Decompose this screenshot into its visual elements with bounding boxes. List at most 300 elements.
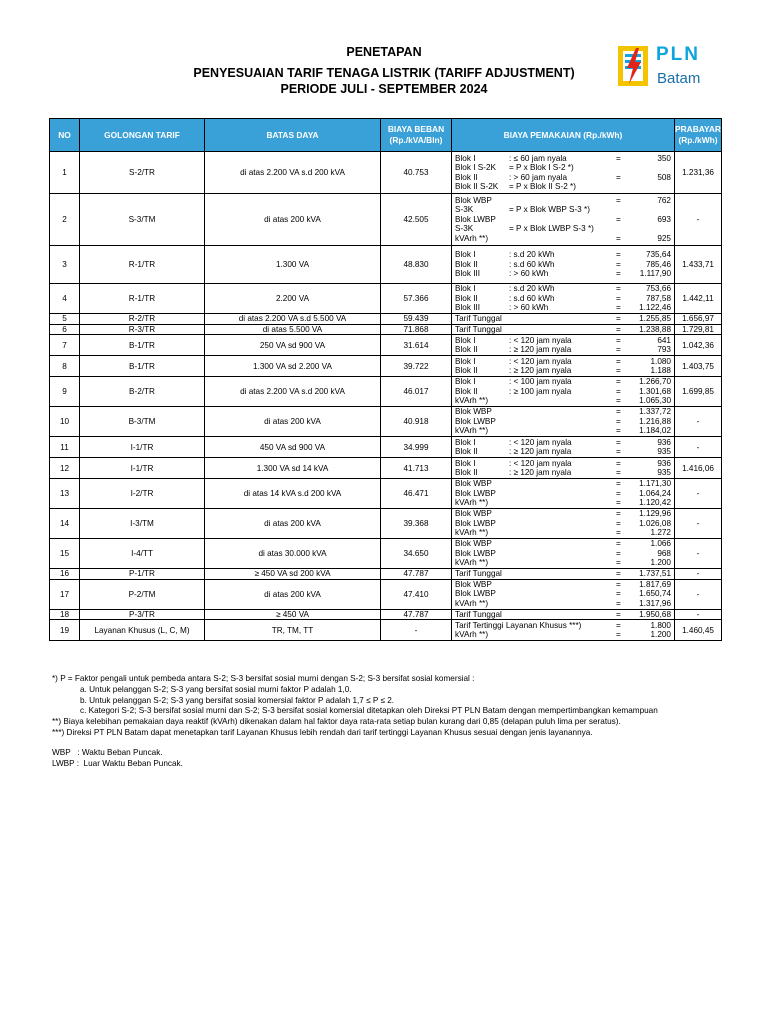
cell-no: 9 bbox=[50, 377, 80, 407]
cell-biaya-pemakaian bbox=[452, 377, 675, 407]
equals-sign: = bbox=[616, 569, 621, 578]
equals-sign: = bbox=[616, 479, 621, 489]
cell-golongan: I-1/TR bbox=[80, 458, 205, 479]
block-label: Blok LWBP bbox=[455, 214, 496, 224]
pemakaian-line bbox=[452, 303, 674, 313]
block-label: S-3K bbox=[455, 205, 474, 215]
equals-sign: = bbox=[616, 518, 621, 528]
block-rate: 968 bbox=[657, 548, 671, 558]
table-row bbox=[50, 579, 722, 609]
document-title: PENETAPAN bbox=[346, 45, 422, 59]
pln-logo bbox=[616, 42, 716, 94]
block-label: S-3K bbox=[455, 224, 474, 234]
cell-biaya-beban: 34.999 bbox=[381, 437, 452, 458]
col-header-golongan: GOLONGAN TARIF bbox=[80, 119, 205, 152]
footnote-line: **) Biaya kelebihan pemakaian daya reaktif (kVArh) dikenakan dalam hal faktor daya rata-rata setiap bulan kurang dari 0,85 (delapan puluh lima per seratus). bbox=[52, 717, 621, 727]
cell-biaya-pemakaian bbox=[452, 152, 675, 194]
block-rate: 1.737,51 bbox=[639, 569, 671, 578]
block-label: Blok I bbox=[455, 458, 476, 468]
pemakaian-line bbox=[452, 163, 674, 173]
block-label: Blok I bbox=[455, 335, 476, 345]
cell-golongan: S-3/TM bbox=[80, 194, 205, 246]
block-rate: 350 bbox=[657, 153, 671, 163]
footnotes bbox=[52, 674, 658, 739]
cell-batas-daya: 2.200 VA bbox=[205, 284, 381, 314]
block-label: Blok WBP bbox=[455, 195, 492, 205]
tariff-body bbox=[50, 152, 722, 641]
tariff-table bbox=[49, 118, 722, 641]
document-subtitle: PENYESUAIAN TARIF TENAGA LISTRIK (TARIFF ADJUSTMENT) bbox=[193, 66, 575, 80]
block-label: kVArh **) bbox=[455, 396, 489, 406]
block-rate: 935 bbox=[657, 468, 671, 477]
pemakaian-line bbox=[452, 366, 674, 376]
block-label: Blok II bbox=[455, 293, 478, 303]
cell-biaya-pemakaian bbox=[452, 194, 675, 246]
table-row bbox=[50, 152, 722, 194]
cell-no: 12 bbox=[50, 458, 80, 479]
legend-line: LWBP : Luar Waktu Beban Puncak. bbox=[52, 758, 183, 768]
pemakaian-line bbox=[452, 519, 674, 529]
cell-biaya-pemakaian bbox=[452, 569, 675, 580]
block-condition: : ≥ 120 jam nyala bbox=[509, 345, 572, 354]
col-header-beban: BIAYA BEBAN (Rp./kVA/Bln) bbox=[381, 119, 452, 152]
block-label: kVArh **) bbox=[455, 630, 489, 639]
block-label: Blok I S-2K bbox=[455, 163, 496, 172]
table-row bbox=[50, 335, 722, 356]
pemakaian-line bbox=[452, 630, 674, 640]
block-rate: 936 bbox=[657, 458, 671, 468]
equals-sign: = bbox=[616, 458, 621, 468]
equals-sign: = bbox=[616, 498, 621, 508]
footnote-line: b. Untuk pelanggan S-2; S-3 yang bersifat sosial komersial faktor P adalah 1,7 ≤ P ≤ 2. bbox=[80, 695, 395, 705]
equals-sign: = bbox=[616, 259, 621, 269]
block-rate: 1.216,88 bbox=[639, 416, 671, 426]
block-rate: 936 bbox=[657, 437, 671, 447]
block-rate: 1.272 bbox=[650, 528, 671, 538]
equals-sign: = bbox=[616, 426, 621, 436]
cell-golongan: R-2/TR bbox=[80, 314, 205, 325]
block-rate: 1.122,46 bbox=[639, 303, 671, 313]
equals-sign: = bbox=[616, 335, 621, 345]
equals-sign: = bbox=[616, 468, 621, 477]
block-label: kVArh **) bbox=[455, 498, 489, 508]
block-rate: 1.188 bbox=[650, 366, 671, 375]
pemakaian-line bbox=[452, 182, 674, 192]
pemakaian-line bbox=[452, 173, 674, 183]
cell-batas-daya: TR, TM, TT bbox=[205, 620, 381, 641]
pemakaian-line bbox=[452, 196, 674, 206]
cell-biaya-pemakaian bbox=[452, 437, 675, 458]
cell-biaya-pemakaian bbox=[452, 609, 675, 620]
pemakaian-line bbox=[452, 426, 674, 436]
cell-golongan: R-3/TR bbox=[80, 324, 205, 335]
block-condition: = P x Blok II S-2 *) bbox=[509, 182, 576, 191]
cell-biaya-pemakaian bbox=[452, 509, 675, 539]
block-label: Blok LWBP bbox=[455, 416, 496, 426]
block-rate: 693 bbox=[657, 214, 671, 224]
col-header-batas: BATAS DAYA bbox=[205, 119, 381, 152]
block-label: Blok II bbox=[455, 172, 478, 182]
cell-golongan: B-2/TR bbox=[80, 377, 205, 407]
cell-batas-daya: 1.300 VA sd 2.200 VA bbox=[205, 356, 381, 377]
pemakaian-line bbox=[452, 325, 674, 335]
cell-prabayar: - bbox=[675, 509, 722, 539]
block-label: Tarif Tunggal bbox=[455, 314, 502, 323]
equals-sign: = bbox=[616, 416, 621, 426]
block-rate: 1.950,68 bbox=[639, 609, 671, 619]
equals-sign: = bbox=[616, 528, 621, 538]
cell-prabayar: 1.656,97 bbox=[675, 314, 722, 325]
block-label: Blok II bbox=[455, 447, 478, 456]
pemakaian-line bbox=[452, 284, 674, 294]
equals-sign: = bbox=[616, 589, 621, 599]
document-period: PERIODE JULI - SEPTEMBER 2024 bbox=[280, 82, 488, 96]
equals-sign: = bbox=[616, 324, 621, 334]
cell-golongan: I-4/TT bbox=[80, 539, 205, 569]
pemakaian-line bbox=[452, 205, 674, 215]
block-condition: : ≥ 120 jam nyala bbox=[509, 468, 572, 477]
cell-batas-daya: 1.300 VA sd 14 kVA bbox=[205, 458, 381, 479]
cell-no: 1 bbox=[50, 152, 80, 194]
cell-prabayar: 1.699,85 bbox=[675, 377, 722, 407]
block-rate: 1.817,69 bbox=[639, 579, 671, 589]
equals-sign: = bbox=[616, 377, 621, 387]
block-label: Blok LWBP bbox=[455, 548, 496, 558]
pemakaian-line bbox=[452, 580, 674, 590]
cell-biaya-beban: 34.650 bbox=[381, 539, 452, 569]
block-label: Blok LWBP bbox=[455, 589, 496, 599]
block-condition: : < 120 jam nyala bbox=[509, 458, 572, 468]
legend bbox=[52, 748, 183, 770]
cell-no: 7 bbox=[50, 335, 80, 356]
cell-batas-daya: di atas 30.000 kVA bbox=[205, 539, 381, 569]
pemakaian-line bbox=[452, 558, 674, 568]
pemakaian-line bbox=[452, 336, 674, 346]
block-rate: 1.184,02 bbox=[639, 426, 671, 436]
cell-biaya-pemakaian bbox=[452, 458, 675, 479]
cell-biaya-pemakaian bbox=[452, 335, 675, 356]
cell-batas-daya: di atas 200 kVA bbox=[205, 407, 381, 437]
block-label: Blok II bbox=[455, 259, 478, 269]
cell-no: 3 bbox=[50, 246, 80, 284]
pemakaian-line bbox=[452, 215, 674, 225]
cell-biaya-beban: 71.868 bbox=[381, 324, 452, 335]
block-label: Blok III bbox=[455, 303, 481, 313]
cell-biaya-beban: 48.830 bbox=[381, 246, 452, 284]
col-header-no: NO bbox=[50, 119, 80, 152]
cell-no: 14 bbox=[50, 509, 80, 539]
block-label: Blok I bbox=[455, 356, 476, 366]
block-rate: 1.317,96 bbox=[639, 598, 671, 608]
cell-biaya-pemakaian bbox=[452, 620, 675, 641]
block-label: Blok II bbox=[455, 345, 478, 354]
cell-no: 18 bbox=[50, 609, 80, 620]
cell-prabayar: - bbox=[675, 539, 722, 569]
table-row bbox=[50, 437, 722, 458]
block-rate: 1.129,96 bbox=[639, 509, 671, 519]
block-condition: : ≥ 120 jam nyala bbox=[509, 447, 572, 456]
cell-no: 10 bbox=[50, 407, 80, 437]
cell-golongan: B-1/TR bbox=[80, 335, 205, 356]
cell-biaya-pemakaian bbox=[452, 539, 675, 569]
equals-sign: = bbox=[616, 293, 621, 303]
pemakaian-line bbox=[452, 610, 674, 620]
cell-no: 15 bbox=[50, 539, 80, 569]
pemakaian-line bbox=[452, 294, 674, 304]
cell-biaya-pemakaian bbox=[452, 314, 675, 325]
equals-sign: = bbox=[616, 598, 621, 608]
col-header-prabayar: PRABAYAR (Rp./kWh) bbox=[675, 119, 722, 152]
pemakaian-line bbox=[452, 345, 674, 355]
block-label: Blok WBP bbox=[455, 579, 492, 589]
block-label: Tarif Tertinggi Layanan Khusus ***) bbox=[455, 620, 582, 630]
block-condition: = P x Blok LWBP S-3 *) bbox=[509, 224, 594, 234]
equals-sign: = bbox=[616, 509, 621, 519]
pemakaian-line bbox=[452, 417, 674, 427]
block-label: kVArh **) bbox=[455, 528, 489, 538]
table-row bbox=[50, 539, 722, 569]
block-rate: 925 bbox=[657, 233, 671, 243]
block-rate: 1.337,72 bbox=[639, 407, 671, 417]
cell-batas-daya: 450 VA sd 900 VA bbox=[205, 437, 381, 458]
equals-sign: = bbox=[616, 386, 621, 396]
block-label: Blok WBP bbox=[455, 479, 492, 489]
pemakaian-line bbox=[452, 447, 674, 457]
equals-sign: = bbox=[616, 195, 621, 205]
table-header-row bbox=[50, 119, 722, 152]
pemakaian-line bbox=[452, 387, 674, 397]
pemakaian-line bbox=[452, 549, 674, 559]
block-condition: : > 60 kWh bbox=[509, 303, 549, 313]
block-rate: 1.301,68 bbox=[639, 386, 671, 396]
block-rate: 1.026,08 bbox=[639, 518, 671, 528]
equals-sign: = bbox=[616, 548, 621, 558]
pemakaian-line bbox=[452, 479, 674, 489]
block-label: Blok II S-2K bbox=[455, 182, 499, 191]
cell-batas-daya: ≥ 450 VA bbox=[205, 609, 381, 620]
pemakaian-line bbox=[452, 528, 674, 538]
cell-biaya-pemakaian bbox=[452, 479, 675, 509]
cell-biaya-pemakaian bbox=[452, 284, 675, 314]
block-label: Blok II bbox=[455, 386, 478, 396]
equals-sign: = bbox=[616, 579, 621, 589]
logo-sub: Batam bbox=[657, 70, 701, 87]
cell-no: 13 bbox=[50, 479, 80, 509]
cell-prabayar: 1.403,75 bbox=[675, 356, 722, 377]
block-label: Blok LWBP bbox=[455, 488, 496, 498]
cell-prabayar: - bbox=[675, 609, 722, 620]
table-row bbox=[50, 479, 722, 509]
cell-prabayar: - bbox=[675, 437, 722, 458]
cell-prabayar: 1.433,71 bbox=[675, 246, 722, 284]
block-label: Tarif Tunggal bbox=[455, 609, 502, 619]
cell-golongan: P-1/TR bbox=[80, 569, 205, 580]
cell-biaya-pemakaian bbox=[452, 246, 675, 284]
equals-sign: = bbox=[616, 539, 621, 549]
block-condition: : ≤ 60 jam nyala bbox=[509, 153, 567, 163]
block-label: Blok II bbox=[455, 366, 478, 375]
equals-sign: = bbox=[616, 284, 621, 294]
cell-biaya-beban: 47.410 bbox=[381, 579, 452, 609]
cell-prabayar: 1.042,36 bbox=[675, 335, 722, 356]
equals-sign: = bbox=[616, 356, 621, 366]
pemakaian-line bbox=[452, 357, 674, 367]
pemakaian-line bbox=[452, 250, 674, 260]
pemakaian-line bbox=[452, 498, 674, 508]
block-label: Blok WBP bbox=[455, 407, 492, 417]
block-condition: : < 100 jam nyala bbox=[509, 377, 572, 387]
cell-no: 19 bbox=[50, 620, 80, 641]
cell-prabayar: - bbox=[675, 407, 722, 437]
cell-golongan: I-3/TM bbox=[80, 509, 205, 539]
pemakaian-line bbox=[452, 314, 674, 324]
table-row bbox=[50, 509, 722, 539]
block-condition: : < 120 jam nyala bbox=[509, 437, 572, 447]
equals-sign: = bbox=[616, 407, 621, 417]
legend-line: WBP : Waktu Beban Puncak. bbox=[52, 748, 163, 757]
cell-batas-daya: di atas 200 kVA bbox=[205, 509, 381, 539]
block-rate: 935 bbox=[657, 447, 671, 456]
block-label: Blok III bbox=[455, 269, 481, 279]
block-label: Blok WBP bbox=[455, 509, 492, 519]
block-rate: 508 bbox=[657, 172, 671, 182]
pemakaian-line bbox=[452, 377, 674, 387]
cell-no: 6 bbox=[50, 324, 80, 335]
cell-biaya-beban: 39.722 bbox=[381, 356, 452, 377]
cell-batas-daya: di atas 200 kVA bbox=[205, 579, 381, 609]
cell-golongan: P-2/TM bbox=[80, 579, 205, 609]
block-rate: 787,58 bbox=[645, 293, 671, 303]
pemakaian-line bbox=[452, 599, 674, 609]
equals-sign: = bbox=[616, 558, 621, 568]
cell-prabayar: - bbox=[675, 479, 722, 509]
block-condition: : < 120 jam nyala bbox=[509, 335, 572, 345]
block-label: Blok I bbox=[455, 377, 476, 387]
cell-biaya-beban: - bbox=[381, 620, 452, 641]
cell-prabayar: 1.442,11 bbox=[675, 284, 722, 314]
equals-sign: = bbox=[616, 303, 621, 313]
cell-batas-daya: 250 VA sd 900 VA bbox=[205, 335, 381, 356]
equals-sign: = bbox=[616, 396, 621, 406]
cell-biaya-beban: 40.753 bbox=[381, 152, 452, 194]
cell-prabayar: 1.231,36 bbox=[675, 152, 722, 194]
block-condition: : s.d 60 kWh bbox=[509, 293, 555, 303]
cell-golongan: I-1/TR bbox=[80, 437, 205, 458]
cell-batas-daya: di atas 2.200 VA s.d 5.500 VA bbox=[205, 314, 381, 325]
cell-prabayar: - bbox=[675, 194, 722, 246]
lightning-bolt-logo-icon bbox=[616, 42, 652, 90]
cell-biaya-beban: 47.787 bbox=[381, 569, 452, 580]
pemakaian-line bbox=[452, 396, 674, 406]
pemakaian-line bbox=[452, 569, 674, 579]
equals-sign: = bbox=[616, 609, 621, 619]
pemakaian-line bbox=[452, 509, 674, 519]
equals-sign: = bbox=[616, 345, 621, 354]
block-condition: : s.d 60 kWh bbox=[509, 259, 555, 269]
equals-sign: = bbox=[616, 214, 621, 224]
block-rate: 1.064,24 bbox=[639, 488, 671, 498]
cell-no: 11 bbox=[50, 437, 80, 458]
block-label: Blok I bbox=[455, 250, 476, 260]
pemakaian-line bbox=[452, 260, 674, 270]
block-condition: : s.d 20 kWh bbox=[509, 284, 555, 294]
cell-batas-daya: di atas 5.500 VA bbox=[205, 324, 381, 335]
table-row bbox=[50, 284, 722, 314]
block-condition: : s.d 20 kWh bbox=[509, 250, 555, 260]
cell-biaya-beban: 47.787 bbox=[381, 609, 452, 620]
cell-biaya-beban: 57.366 bbox=[381, 284, 452, 314]
table-row bbox=[50, 569, 722, 580]
cell-golongan: B-3/TM bbox=[80, 407, 205, 437]
block-label: Tarif Tunggal bbox=[455, 324, 502, 334]
block-rate: 1.266,70 bbox=[639, 377, 671, 387]
block-label: Blok I bbox=[455, 437, 476, 447]
block-rate: 753,66 bbox=[645, 284, 671, 294]
block-label: kVArh **) bbox=[455, 598, 489, 608]
block-label: Tarif Tunggal bbox=[455, 569, 502, 578]
cell-biaya-pemakaian bbox=[452, 356, 675, 377]
pemakaian-line bbox=[452, 269, 674, 279]
table-row bbox=[50, 620, 722, 641]
table-row bbox=[50, 194, 722, 246]
block-rate: 1.066 bbox=[650, 539, 671, 549]
footnote-line: c. Kategori S-2; S-3 bersifat sosial murni dan S-2; S-3 bersifat sosial komersial ditetapkan oleh Direksi PT PLN Batam dengan mempertimbangkan kemampuan bbox=[80, 706, 658, 716]
cell-biaya-beban: 31.614 bbox=[381, 335, 452, 356]
cell-prabayar: 1.416,06 bbox=[675, 458, 722, 479]
cell-no: 17 bbox=[50, 579, 80, 609]
cell-no: 5 bbox=[50, 314, 80, 325]
equals-sign: = bbox=[616, 153, 621, 163]
cell-no: 2 bbox=[50, 194, 80, 246]
cell-biaya-beban: 39.368 bbox=[381, 509, 452, 539]
block-rate: 1.650,74 bbox=[639, 589, 671, 599]
equals-sign: = bbox=[616, 172, 621, 182]
block-rate: 1.171,30 bbox=[639, 479, 671, 489]
pemakaian-line bbox=[452, 224, 674, 234]
equals-sign: = bbox=[616, 447, 621, 456]
footnote-line: ***) Direksi PT PLN Batam dapat menetapkan tarif Layanan Khusus lebih rendah dari tarif tertinggi Layanan Khusus sesuai dengan jenis layanannya. bbox=[52, 727, 593, 737]
cell-prabayar: 1.729,81 bbox=[675, 324, 722, 335]
block-condition: : ≥ 120 jam nyala bbox=[509, 366, 572, 375]
table-row bbox=[50, 324, 722, 335]
block-rate: 1.065,30 bbox=[639, 396, 671, 406]
cell-prabayar: 1.460,45 bbox=[675, 620, 722, 641]
cell-golongan: Layanan Khusus (L, C, M) bbox=[80, 620, 205, 641]
block-label: kVArh **) bbox=[455, 426, 489, 436]
cell-golongan: R-1/TR bbox=[80, 284, 205, 314]
block-condition: : > 60 kWh bbox=[509, 269, 549, 279]
block-label: Blok LWBP bbox=[455, 518, 496, 528]
cell-biaya-pemakaian bbox=[452, 324, 675, 335]
equals-sign: = bbox=[616, 620, 621, 630]
equals-sign: = bbox=[616, 366, 621, 375]
equals-sign: = bbox=[616, 488, 621, 498]
table-row bbox=[50, 356, 722, 377]
block-rate: 1.120,42 bbox=[639, 498, 671, 508]
block-rate: 735,64 bbox=[645, 250, 671, 260]
cell-golongan: S-2/TR bbox=[80, 152, 205, 194]
footnote-line: a. Untuk pelanggan S-2; S-3 yang bersifat sosial murni faktor P adalah 1,0. bbox=[80, 684, 352, 694]
pemakaian-line bbox=[452, 154, 674, 164]
cell-prabayar: - bbox=[675, 569, 722, 580]
block-rate: 1.080 bbox=[650, 356, 671, 366]
cell-biaya-beban: 41.713 bbox=[381, 458, 452, 479]
block-rate: 785,46 bbox=[645, 259, 671, 269]
block-rate: 1.255,85 bbox=[639, 314, 671, 323]
table-row bbox=[50, 609, 722, 620]
block-label: kVArh **) bbox=[455, 558, 489, 568]
block-condition: : ≥ 100 jam nyala bbox=[509, 386, 572, 396]
